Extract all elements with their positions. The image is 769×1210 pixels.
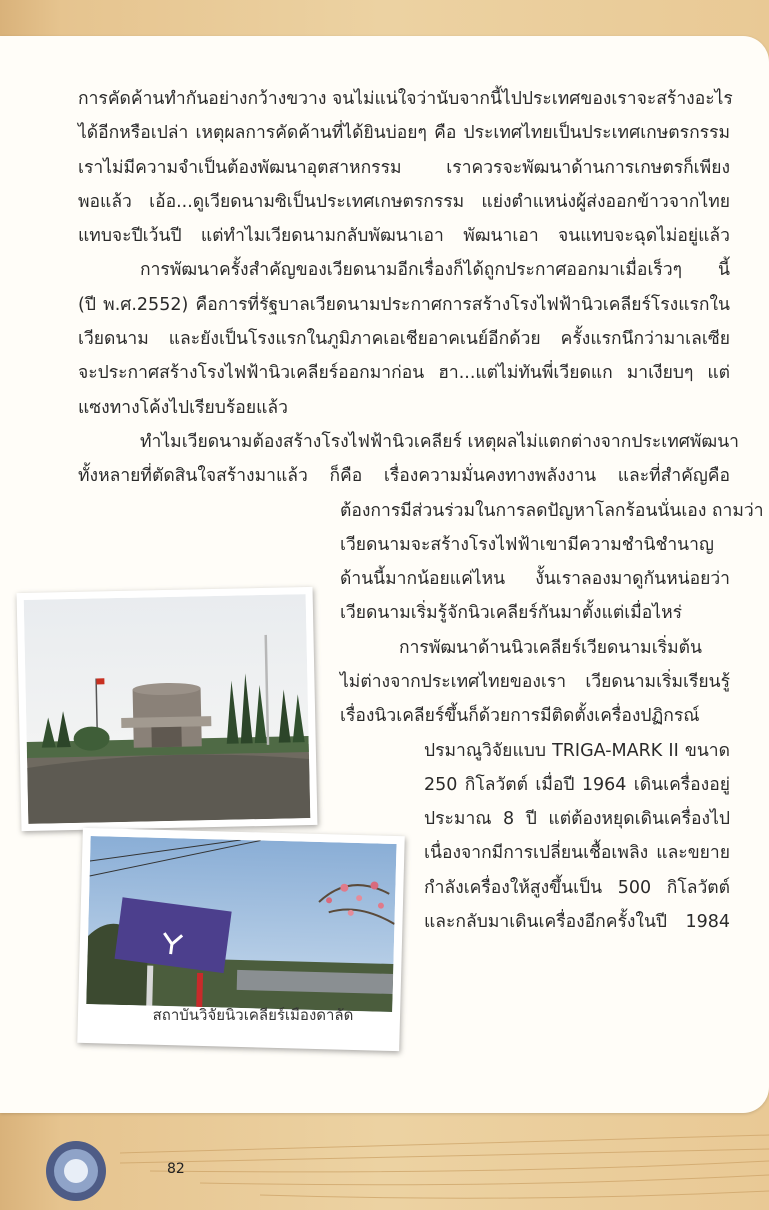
text-line: แทบจะปีเว้นปี แต่ทำไมเวียดนามกลับพัฒนาเอา พัฒนาเอา จนแทบจะฉุดไม่อยู่แล้ว bbox=[78, 226, 730, 246]
text-line: และกลับมาเดินเครื่องอีกครั้งในปี 1984 bbox=[424, 912, 730, 932]
text-line: จะประกาศสร้างโรงไฟฟ้านิวเคลียร์ออกมาก่อน ฮา...แต่ไม่ทันพี่เวียดแก มาเงียบๆ แต่ bbox=[78, 363, 730, 383]
text-line: ต้องการมีส่วนร่วมในการลดปัญหาโลกร้อนนั่นเอง ถามว่า bbox=[340, 501, 764, 521]
text-line: ได้อีกหรือเปล่า เหตุผลการคัดค้านที่ได้ยินบ่อยๆ คือ ประเทศไทยเป็นประเทศเกษตรกรรม bbox=[78, 123, 730, 143]
text-line: กำลังเครื่องให้สูงขึ้นเป็น 500 กิโลวัตต์ bbox=[424, 878, 730, 898]
institute-sign-image bbox=[86, 836, 396, 1012]
text-line: (ปี พ.ศ.2552) คือการที่รัฐบาลเวียดนามประกาศการสร้างโรงไฟฟ้านิวเคลียร์โรงแรกใน bbox=[78, 295, 730, 315]
text-line: เนื่องจากมีการเปลี่ยนเชื้อเพลิง และขยาย bbox=[424, 843, 730, 863]
reactor-building-photo bbox=[17, 587, 318, 831]
text-line: ไม่ต่างจากประเทศไทยของเรา เวียดนามเริ่มเรียนรู้ bbox=[340, 672, 730, 692]
text-line: ด้านนี้มากน้อยแค่ไหน งั้นเราลองมาดูกันหน่อยว่า bbox=[340, 569, 730, 589]
text-line: การพัฒนาครั้งสำคัญของเวียดนามอีกเรื่องก็ได้ถูกประกาศออกมาเมื่อเร็วๆ นี้ bbox=[140, 260, 730, 280]
text-line: เราไม่มีความจำเป็นต้องพัฒนาอุตสาหกรรม เราควรจะพัฒนาด้านการเกษตรก็เพียง bbox=[78, 158, 730, 178]
text-line: การพัฒนาด้านนิวเคลียร์เวียดนามเริ่มต้น bbox=[399, 638, 702, 658]
text-line: การคัดค้านทำกันอย่างกว้างขวาง จนไม่แน่ใจว่านับจากนี้ไปประเทศของเราจะสร้างอะไร bbox=[78, 89, 733, 109]
text-line: เรื่องนิวเคลียร์ขึ้นก็ด้วยการมีติดตั้งเครื่องปฏิกรณ์ bbox=[340, 706, 700, 726]
photo-caption: สถาบันวิจัยนิวเคลียร์เมืองดาลัด bbox=[152, 1006, 354, 1024]
reactor-building-image bbox=[24, 594, 311, 824]
text-line: พอแล้ว เอ้อ...ดูเวียดนามซิเป็นประเทศเกษตรกรรม แย่งตำแหน่งผู้ส่งออกข้าวจากไทย bbox=[78, 192, 730, 212]
text-line: 250 กิโลวัตต์ เมื่อปี 1964 เดินเครื่องอยู่ bbox=[424, 775, 730, 795]
text-line: ปรมาณูวิจัยแบบ TRIGA-MARK II ขนาด bbox=[424, 741, 730, 761]
footer-decoration bbox=[0, 1113, 769, 1210]
text-line: แซงทางโค้งไปเรียบร้อยแล้ว bbox=[78, 398, 288, 418]
text-line: ทั้งหลายที่ตัดสินใจสร้างมาแล้ว ก็คือ เรื่องความมั่นคงทางพลังงาน และที่สำคัญคือ bbox=[78, 466, 730, 486]
text-line: เวียดนามจะสร้างโรงไฟฟ้าเขามีความชำนิชำนาญ bbox=[340, 535, 714, 555]
text-line: ประมาณ 8 ปี แต่ต้องหยุดเดินเครื่องไป bbox=[424, 809, 730, 829]
page-number: 82 bbox=[167, 1161, 185, 1177]
text-line: เวียดนาม และยังเป็นโรงแรกในภูมิภาคเอเชียอาคเนย์อีกด้วย ครั้งแรกนึกว่ามาเลเซีย bbox=[78, 329, 730, 349]
text-line: ทำไมเวียดนามต้องสร้างโรงไฟฟ้านิวเคลียร์ เหตุผลไม่แตกต่างจากประเทศพัฒนา bbox=[140, 432, 740, 452]
text-line: เวียดนามเริ่มรู้จักนิวเคลียร์กันมาตั้งแต่เมื่อไหร่ bbox=[340, 603, 683, 623]
